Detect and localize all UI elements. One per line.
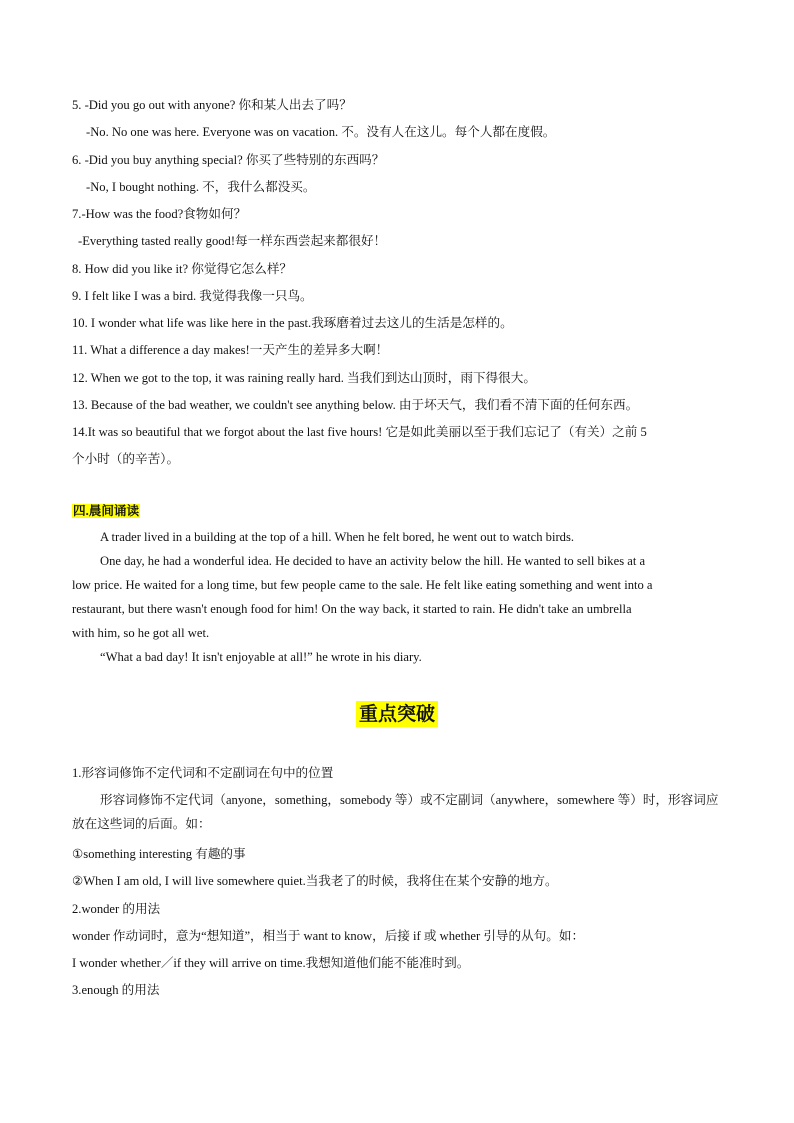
sentence-7a: -Everything tasted really good!每一样东西尝起来都很好！ xyxy=(78,234,387,248)
reading-line: restaurant, but there wasn't enough food for him! On the way back, it started to rain. He didn't take an umbrella xyxy=(72,602,632,616)
reading-line: A trader lived in a building at the top of a hill. When he felt bored, he went out to watch birds. xyxy=(100,530,575,544)
example-sentence: ①something interesting 有趣的事 xyxy=(72,847,246,861)
sentence-13: 13. Because of the bad weather, we couldn't see anything below. 由于坏天气，我们看不清下面的任何东西。 xyxy=(72,398,639,412)
sentence-7q: 7.-How was the food?食物如何？ xyxy=(72,207,247,221)
sentence-5q: 5. -Did you go out with anyone? 你和某人出去了吗？ xyxy=(72,98,352,112)
sentence-12: 12. When we got to the top, it was raining really hard. 当我们到达山顶时，雨下得很大。 xyxy=(72,371,536,385)
sentence-6a: -No, I bought nothing. 不，我什么都没买。 xyxy=(86,180,316,194)
reading-line: One day, he had a wonderful idea. He decided to have an activity below the hill. He wanted to sell bikes at a xyxy=(100,554,646,568)
grammar-paragraph: 形容词修饰不定代词（anyone，something，somebody 等）或不定副词（anywhere，somewhere 等）时，形容词应放在这些词的后面。如： xyxy=(72,793,719,831)
reading-line: low price. He waited for a long time, but few people came to the sale. He felt like eating something and went into a xyxy=(72,578,653,592)
reading-line: “What a bad day! It isn't enjoyable at all!” he wrote in his diary. xyxy=(100,650,422,664)
example-sentence: I wonder whether／if they will arrive on time.我想知道他们能不能准时到。 xyxy=(72,956,470,970)
sentence-14: 14.It was so beautiful that we forgot about the last five hours! 它是如此美丽以至于我们忘记了（有关）之前 5 xyxy=(72,425,647,439)
grammar-point-title: 2.wonder 的用法 xyxy=(72,902,161,916)
sentence-6q: 6. -Did you buy anything special? 你买了些特别的东西吗？ xyxy=(72,153,385,167)
grammar-point-title: 1.形容词修饰不定代词和不定副词在句中的位置 xyxy=(72,766,334,780)
sentence-14-cont: 个小时（的辛苦）。 xyxy=(72,452,180,466)
sentence-9: 9. I felt like I was a bird. 我觉得我像一只鸟。 xyxy=(72,289,313,303)
example-sentence: ②When I am old, I will live somewhere quiet.当我老了的时候，我将住在某个安静的地方。 xyxy=(72,874,558,888)
grammar-paragraph: wonder 作动词时，意为“想知道”，相当于 want to know，后接 if 或 whether 引导的从句。如： xyxy=(72,929,585,943)
reading-line: with him, so he got all wet. xyxy=(72,626,210,640)
sentence-11: 11. What a difference a day makes!一天产生的差异多大啊！ xyxy=(72,343,389,357)
reading-heading: 四.晨间诵读 xyxy=(73,504,140,518)
sentence-5a: -No. No one was here. Everyone was on vacation. 不。没有人在这儿。每个人都在度假。 xyxy=(86,125,556,139)
sentence-8: 8. How did you like it? 你觉得它怎么样？ xyxy=(72,262,293,276)
sentence-10: 10. I wonder what life was like here in the past.我琢磨着过去这儿的生活是怎样的。 xyxy=(72,316,513,330)
grammar-point-title: 3.enough 的用法 xyxy=(72,983,160,997)
section-title: 重点突破 xyxy=(356,701,438,727)
